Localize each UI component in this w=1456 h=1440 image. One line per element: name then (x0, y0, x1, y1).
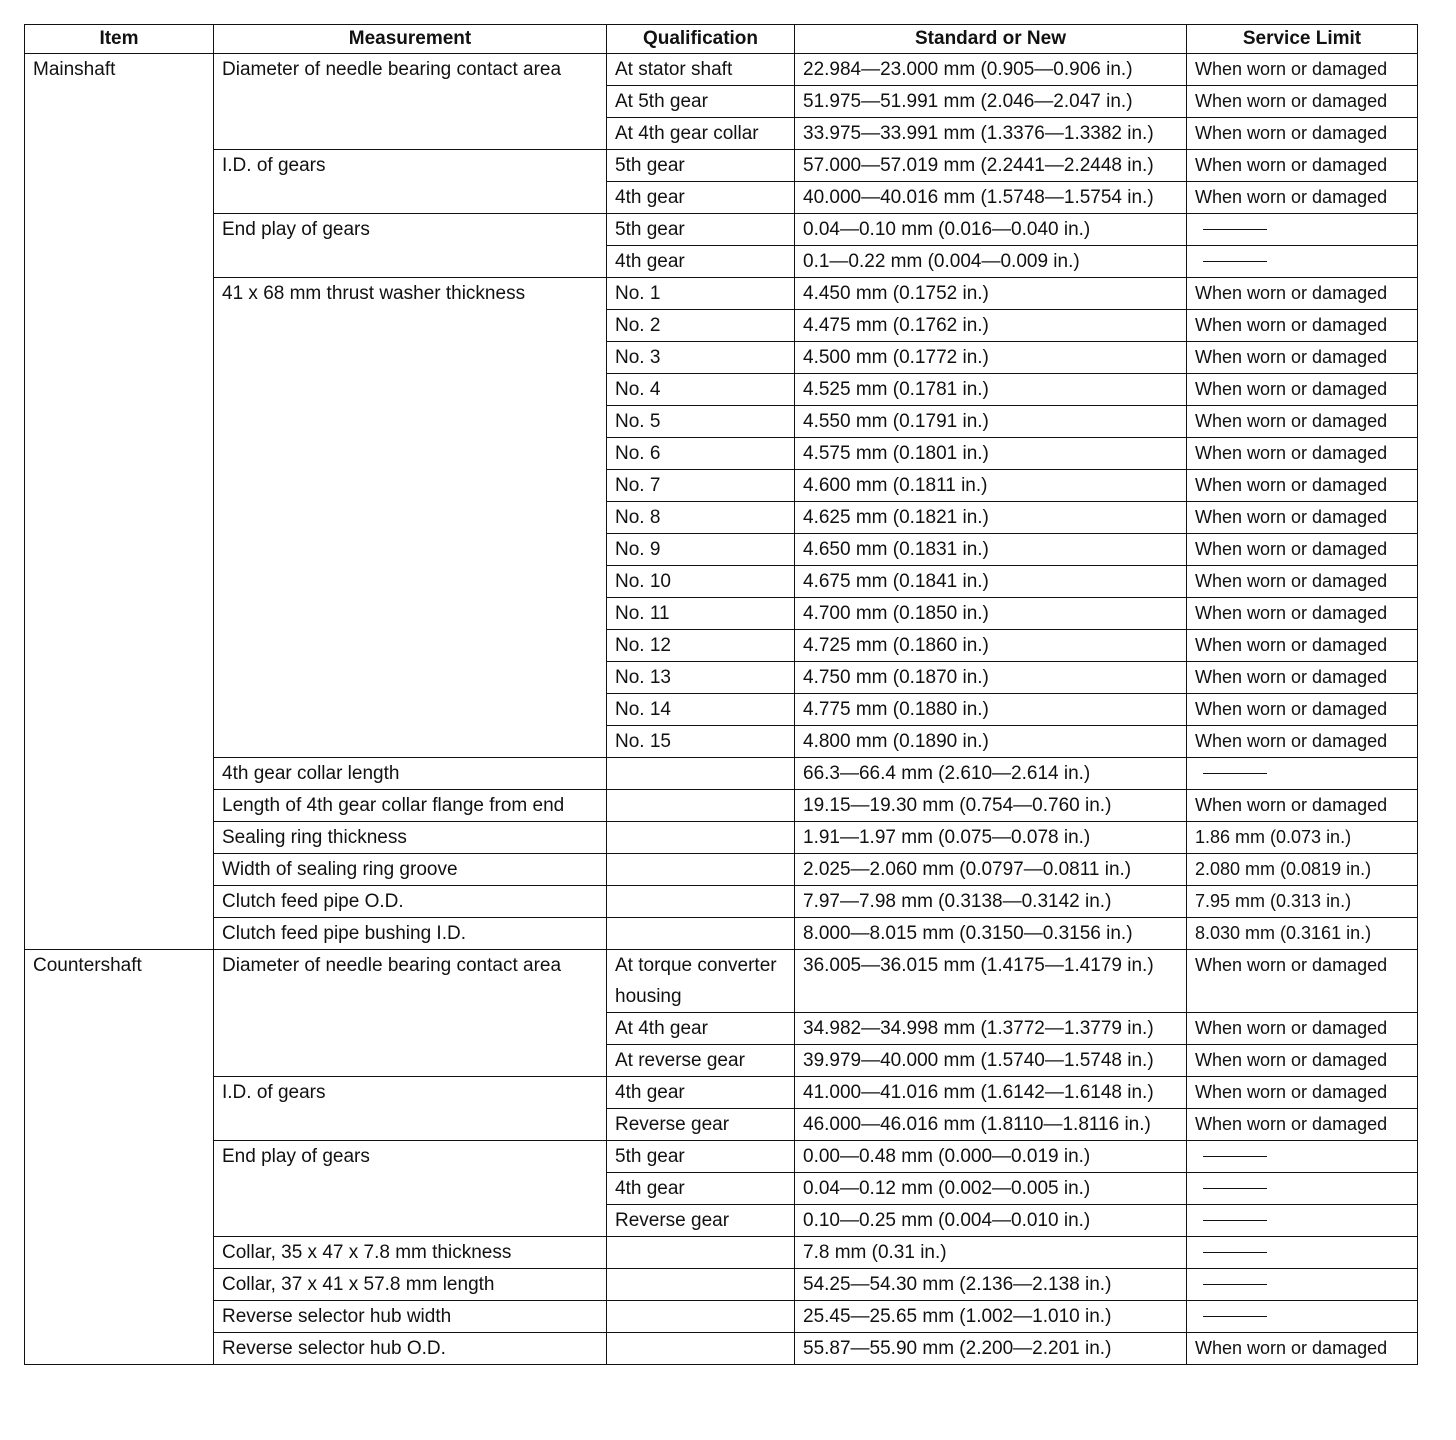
measurement-cell: Reverse selector hub O.D. (214, 1333, 607, 1365)
header-row (25, 25, 1418, 54)
measurement-cell: Diameter of needle bearing contact area (214, 950, 607, 1077)
measurement-cell: Clutch feed pipe O.D. (214, 886, 607, 918)
no-limit-dash (1203, 1188, 1267, 1189)
service-limit-cell: When worn or damaged (1187, 374, 1418, 406)
qualification-cell: At stator shaft (607, 54, 795, 86)
qualification-cell: At 5th gear (607, 86, 795, 118)
service-limit-cell: When worn or damaged (1187, 406, 1418, 438)
service-limit-cell: When worn or damaged (1187, 534, 1418, 566)
service-limit-cell: When worn or damaged (1187, 1333, 1418, 1365)
service-limit-cell (1187, 758, 1418, 790)
service-limit-cell: When worn or damaged (1187, 630, 1418, 662)
service-limit-cell (1187, 1173, 1418, 1205)
service-limit-cell (1187, 246, 1418, 278)
service-limit-cell: 8.030 mm (0.3161 in.) (1187, 918, 1418, 950)
qualification-cell: 5th gear (607, 214, 795, 246)
measurement-cell: End play of gears (214, 1141, 607, 1237)
standard-cell: 36.005—36.015 mm (1.4175—1.4179 in.) (795, 950, 1187, 1013)
service-limit-cell: When worn or damaged (1187, 566, 1418, 598)
table-row (25, 790, 1418, 822)
qualification-cell: Reverse gear (607, 1109, 795, 1141)
measurement-cell: End play of gears (214, 214, 607, 278)
service-limit-cell: When worn or damaged (1187, 790, 1418, 822)
standard-cell: 8.000—8.015 mm (0.3150—0.3156 in.) (795, 918, 1187, 950)
standard-cell: 4.625 mm (0.1821 in.) (795, 502, 1187, 534)
service-limit-cell (1187, 1205, 1418, 1237)
measurement-cell: Sealing ring thickness (214, 822, 607, 854)
standard-cell: 51.975—51.991 mm (2.046—2.047 in.) (795, 86, 1187, 118)
qualification-cell (607, 854, 795, 886)
header-qualification: Qualification (607, 25, 795, 54)
standard-cell: 4.725 mm (0.1860 in.) (795, 630, 1187, 662)
standard-cell: 54.25—54.30 mm (2.136—2.138 in.) (795, 1269, 1187, 1301)
standard-cell: 33.975—33.991 mm (1.3376—1.3382 in.) (795, 118, 1187, 150)
table-row (25, 1301, 1418, 1333)
service-limit-cell: When worn or damaged (1187, 726, 1418, 758)
qualification-cell: No. 3 (607, 342, 795, 374)
table-row (25, 950, 1418, 1013)
measurement-cell: Diameter of needle bearing contact area (214, 54, 607, 150)
service-limit-cell: When worn or damaged (1187, 694, 1418, 726)
qualification-cell: No. 15 (607, 726, 795, 758)
standard-cell: 4.500 mm (0.1772 in.) (795, 342, 1187, 374)
service-limit-cell: When worn or damaged (1187, 438, 1418, 470)
service-limit-cell: When worn or damaged (1187, 342, 1418, 374)
service-limit-cell: When worn or damaged (1187, 310, 1418, 342)
standard-cell: 0.00—0.48 mm (0.000—0.019 in.) (795, 1141, 1187, 1173)
service-limit-cell: When worn or damaged (1187, 118, 1418, 150)
qualification-cell (607, 918, 795, 950)
service-limit-cell: When worn or damaged (1187, 1109, 1418, 1141)
qualification-cell: At 4th gear (607, 1013, 795, 1045)
service-limit-cell: When worn or damaged (1187, 54, 1418, 86)
qualification-cell: No. 7 (607, 470, 795, 502)
service-limit-cell: When worn or damaged (1187, 86, 1418, 118)
standard-cell: 19.15—19.30 mm (0.754—0.760 in.) (795, 790, 1187, 822)
table-row (25, 54, 1418, 86)
qualification-cell (607, 1333, 795, 1365)
table-row (25, 150, 1418, 182)
header-service-limit: Service Limit (1187, 25, 1418, 54)
standard-cell: 22.984—23.000 mm (0.905—0.906 in.) (795, 54, 1187, 86)
standard-cell: 4.675 mm (0.1841 in.) (795, 566, 1187, 598)
header-measurement: Measurement (214, 25, 607, 54)
no-limit-dash (1203, 773, 1267, 774)
service-limit-cell: When worn or damaged (1187, 950, 1418, 1013)
header-item: Item (25, 25, 214, 54)
table-header (25, 25, 1418, 54)
table-body (25, 54, 1418, 1365)
service-limit-cell: 1.86 mm (0.073 in.) (1187, 822, 1418, 854)
qualification-cell: No. 14 (607, 694, 795, 726)
service-limit-cell (1187, 1301, 1418, 1333)
table-row (25, 886, 1418, 918)
table-row (25, 1269, 1418, 1301)
standard-cell: 4.550 mm (0.1791 in.) (795, 406, 1187, 438)
no-limit-dash (1203, 229, 1267, 230)
qualification-cell: 5th gear (607, 150, 795, 182)
table-row (25, 278, 1418, 310)
qualification-cell (607, 822, 795, 854)
item-cell: Countershaft (25, 950, 214, 1365)
qualification-cell: At reverse gear (607, 1045, 795, 1077)
service-limit-cell (1187, 1141, 1418, 1173)
qualification-cell: 5th gear (607, 1141, 795, 1173)
service-limit-cell: 2.080 mm (0.0819 in.) (1187, 854, 1418, 886)
no-limit-dash (1203, 1316, 1267, 1317)
no-limit-dash (1203, 1284, 1267, 1285)
qualification-cell: At torque converter housing (607, 950, 795, 1013)
qualification-cell: 4th gear (607, 182, 795, 214)
measurement-cell: Length of 4th gear collar flange from end (214, 790, 607, 822)
measurement-cell: Clutch feed pipe bushing I.D. (214, 918, 607, 950)
service-limit-cell: When worn or damaged (1187, 182, 1418, 214)
qualification-cell: No. 5 (607, 406, 795, 438)
table-row (25, 1077, 1418, 1109)
standard-cell: 39.979—40.000 mm (1.5740—1.5748 in.) (795, 1045, 1187, 1077)
measurement-cell: 41 x 68 mm thrust washer thickness (214, 278, 607, 758)
table-row (25, 822, 1418, 854)
measurement-cell: Collar, 35 x 47 x 7.8 mm thickness (214, 1237, 607, 1269)
service-limit-cell: When worn or damaged (1187, 1013, 1418, 1045)
qualification-cell: No. 13 (607, 662, 795, 694)
no-limit-dash (1203, 1220, 1267, 1221)
measurement-cell: I.D. of gears (214, 1077, 607, 1141)
qualification-cell (607, 1269, 795, 1301)
measurement-cell: Collar, 37 x 41 x 57.8 mm length (214, 1269, 607, 1301)
qualification-cell: 4th gear (607, 246, 795, 278)
standard-cell: 2.025—2.060 mm (0.0797—0.0811 in.) (795, 854, 1187, 886)
service-limit-cell (1187, 214, 1418, 246)
standard-cell: 4.650 mm (0.1831 in.) (795, 534, 1187, 566)
service-limit-cell (1187, 1237, 1418, 1269)
standard-cell: 0.04—0.10 mm (0.016—0.040 in.) (795, 214, 1187, 246)
standard-cell: 41.000—41.016 mm (1.6142—1.6148 in.) (795, 1077, 1187, 1109)
service-limit-cell: When worn or damaged (1187, 662, 1418, 694)
standard-cell: 25.45—25.65 mm (1.002—1.010 in.) (795, 1301, 1187, 1333)
table-row (25, 854, 1418, 886)
table-row (25, 1237, 1418, 1269)
standard-cell: 57.000—57.019 mm (2.2441—2.2448 in.) (795, 150, 1187, 182)
standard-cell: 7.97—7.98 mm (0.3138—0.3142 in.) (795, 886, 1187, 918)
table-row (25, 1333, 1418, 1365)
qualification-cell: No. 9 (607, 534, 795, 566)
qualification-cell: No. 6 (607, 438, 795, 470)
qualification-cell: 4th gear (607, 1173, 795, 1205)
standard-cell: 1.91—1.97 mm (0.075—0.078 in.) (795, 822, 1187, 854)
qualification-cell (607, 1237, 795, 1269)
qualification-cell: No. 2 (607, 310, 795, 342)
standard-cell: 4.450 mm (0.1752 in.) (795, 278, 1187, 310)
no-limit-dash (1203, 1252, 1267, 1253)
service-limit-cell: When worn or damaged (1187, 598, 1418, 630)
table-row (25, 918, 1418, 950)
table-row (25, 1141, 1418, 1173)
service-limit-cell (1187, 1269, 1418, 1301)
table-row (25, 758, 1418, 790)
standard-cell: 4.600 mm (0.1811 in.) (795, 470, 1187, 502)
measurement-cell: I.D. of gears (214, 150, 607, 214)
table-row (25, 214, 1418, 246)
standard-cell: 4.700 mm (0.1850 in.) (795, 598, 1187, 630)
standard-cell: 34.982—34.998 mm (1.3772—1.3779 in.) (795, 1013, 1187, 1045)
standard-cell: 46.000—46.016 mm (1.8110—1.8116 in.) (795, 1109, 1187, 1141)
qualification-cell (607, 1301, 795, 1333)
standard-cell: 4.525 mm (0.1781 in.) (795, 374, 1187, 406)
qualification-cell: No. 8 (607, 502, 795, 534)
header-standard: Standard or New (795, 25, 1187, 54)
spec-table (24, 24, 1418, 1365)
qualification-cell: No. 12 (607, 630, 795, 662)
no-limit-dash (1203, 261, 1267, 262)
service-limit-cell: When worn or damaged (1187, 1077, 1418, 1109)
qualification-cell (607, 790, 795, 822)
qualification-cell: No. 11 (607, 598, 795, 630)
standard-cell: 4.800 mm (0.1890 in.) (795, 726, 1187, 758)
service-limit-cell: When worn or damaged (1187, 278, 1418, 310)
qualification-cell (607, 758, 795, 790)
measurement-cell: 4th gear collar length (214, 758, 607, 790)
qualification-cell: Reverse gear (607, 1205, 795, 1237)
service-limit-cell: When worn or damaged (1187, 150, 1418, 182)
standard-cell: 7.8 mm (0.31 in.) (795, 1237, 1187, 1269)
standard-cell: 55.87—55.90 mm (2.200—2.201 in.) (795, 1333, 1187, 1365)
standard-cell: 4.775 mm (0.1880 in.) (795, 694, 1187, 726)
standard-cell: 0.10—0.25 mm (0.004—0.010 in.) (795, 1205, 1187, 1237)
standard-cell: 66.3—66.4 mm (2.610—2.614 in.) (795, 758, 1187, 790)
service-limit-cell: When worn or damaged (1187, 1045, 1418, 1077)
measurement-cell: Width of sealing ring groove (214, 854, 607, 886)
qualification-cell (607, 886, 795, 918)
qualification-cell: At 4th gear collar (607, 118, 795, 150)
standard-cell: 4.750 mm (0.1870 in.) (795, 662, 1187, 694)
standard-cell: 40.000—40.016 mm (1.5748—1.5754 in.) (795, 182, 1187, 214)
no-limit-dash (1203, 1156, 1267, 1157)
item-cell: Mainshaft (25, 54, 214, 950)
standard-cell: 4.475 mm (0.1762 in.) (795, 310, 1187, 342)
qualification-cell: 4th gear (607, 1077, 795, 1109)
service-limit-cell: When worn or damaged (1187, 470, 1418, 502)
standard-cell: 0.1—0.22 mm (0.004—0.009 in.) (795, 246, 1187, 278)
measurement-cell: Reverse selector hub width (214, 1301, 607, 1333)
standard-cell: 0.04—0.12 mm (0.002—0.005 in.) (795, 1173, 1187, 1205)
service-limit-cell: 7.95 mm (0.313 in.) (1187, 886, 1418, 918)
qualification-cell: No. 4 (607, 374, 795, 406)
qualification-cell: No. 1 (607, 278, 795, 310)
service-limit-cell: When worn or damaged (1187, 502, 1418, 534)
standard-cell: 4.575 mm (0.1801 in.) (795, 438, 1187, 470)
qualification-cell: No. 10 (607, 566, 795, 598)
